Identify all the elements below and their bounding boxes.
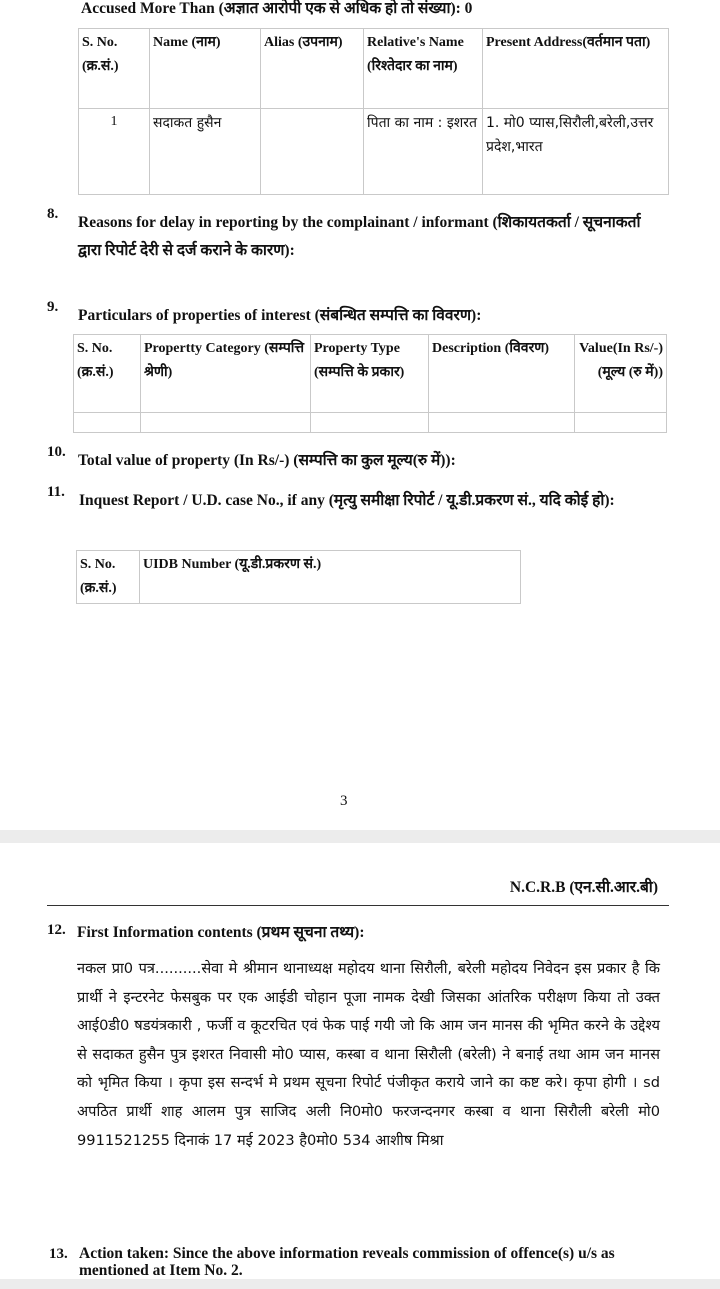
- table-row: [74, 335, 667, 413]
- header-present-address: Present Address(वर्तमान पता): [483, 29, 669, 109]
- item-11-text: Inquest Report / U.D. case No., if any (मृत्यु समीक्षा रिपोर्ट / यू.डी.प्रकरण सं., यदि कोई हो):: [79, 492, 615, 509]
- accused-count-line: Accused More Than (अज्ञात आरोपी एक से अधिक हो तो संख्या): 0: [81, 0, 473, 17]
- table-row: [74, 413, 667, 433]
- header-property-category: Propertty Category (सम्पत्ति श्रेणी): [141, 335, 311, 413]
- header-description: Description (विवरण): [429, 335, 575, 413]
- item-12-number: 12.: [47, 922, 66, 938]
- header-relative-name: Relative's Name (रिश्तेदार का नाम): [364, 29, 483, 109]
- table-row: [79, 109, 669, 195]
- cell-sno: 1: [79, 109, 150, 195]
- item-10-text: Total value of property (In Rs/-) (सम्पत्ति का कुल मूल्य(रु में)):: [78, 452, 456, 469]
- item-13-number: 13.: [49, 1246, 68, 1262]
- item-12-title: First Information contents (प्रथम सूचना तथ्य):: [77, 924, 365, 941]
- item-13-text: Action taken: Since the above information reveals commission of offence(s) u/s as mentioned at Item No. 2.: [79, 1245, 615, 1279]
- item-11-number: 11.: [47, 484, 65, 500]
- cell-relative-name: पिता का नाम : इशरत: [364, 109, 483, 195]
- table-row: [77, 551, 521, 604]
- header-property-type: Property Type (सम्पत्ति के प्रकार): [311, 335, 429, 413]
- cell-present-address: 1. मो0 प्यास,सिरौली,बरेली,उत्तर प्रदेश,भारत: [483, 109, 669, 195]
- ncrb-header: N.C.R.B (एन.सी.आर.बी): [509, 879, 658, 896]
- item-10-number: 10.: [47, 444, 66, 460]
- properties-table: [73, 334, 667, 433]
- header-uidb-number: UIDB Number (यू.डी.प्रकरण सं.): [140, 551, 521, 604]
- item-8-text: Reasons for delay in reporting by the complainant / informant (शिकायतकर्ता / सूचनाकर्ता द्वारा रिपोर्ट देरी से दर्ज कराने के कारण):: [78, 214, 641, 259]
- accused-table: [78, 28, 669, 195]
- header-sno: S. No. (क्र.सं.): [77, 551, 140, 604]
- first-information-body: नकल प्रा0 पत्र..........सेवा मे श्रीमान थानाध्यक्ष महोदय थाना सिरौली, बरेली महोदय निवेदन इस प्रकार है कि प्रार्थी ने इन्टरनेट फेसबुक पर एक आईडी चोहान पूजा नामक देखी जिसका आंतरिक परीक्षण किया तो उक्त आई0डी0 षडयंत्रकारी , फर्जी व कूटरचित एवं फेक पाई गयी जो कि आम जन मानस की भृमित करने के उद्देश्य से सदाकत हुसैन पुत्र इशरत निवासी मो0 प्यास, कस्बा व थाना सिरौली (बरेली) ने बनाई तथा आम जन मानस को भृमित किया । कृपा इस सन्दर्भ मे प्रथम सूचना रिपोर्ट पंजीकृत कराये जाने का कष्ट करे। कृपा होगी । sd अपठित प्रार्थी शाह आलम पुत्र साजिद अली नि0मो0 फरजन्दनगर कस्बा व थाना सिरौली बरेली मो0 9911521255 दिनाकं 17 मई 2023 है0मो0 534 आशीष मिश्रा: [77, 960, 660, 1149]
- table-row: [79, 29, 669, 109]
- item-9-text: Particulars of properties of interest (संबन्धित सम्पत्ति का विवरण):: [78, 307, 482, 324]
- header-value: Value(In Rs/-) (मूल्य (रु में)): [575, 335, 667, 413]
- inquest-table: [76, 550, 521, 604]
- header-sno: S. No. (क्र.सं.): [74, 335, 141, 413]
- cell-name: सदाकत हुसैन: [150, 109, 261, 195]
- header-rule: [47, 905, 669, 906]
- header-alias: Alias (उपनाम): [261, 29, 364, 109]
- header-name: Name (नाम): [150, 29, 261, 109]
- item-8-number: 8.: [47, 206, 59, 222]
- page-number: 3: [340, 793, 348, 809]
- document-page-4: [0, 843, 720, 1279]
- cell-alias: [261, 109, 364, 195]
- header-sno: S. No. (क्र.सं.): [79, 29, 150, 109]
- item-9-number: 9.: [47, 299, 59, 315]
